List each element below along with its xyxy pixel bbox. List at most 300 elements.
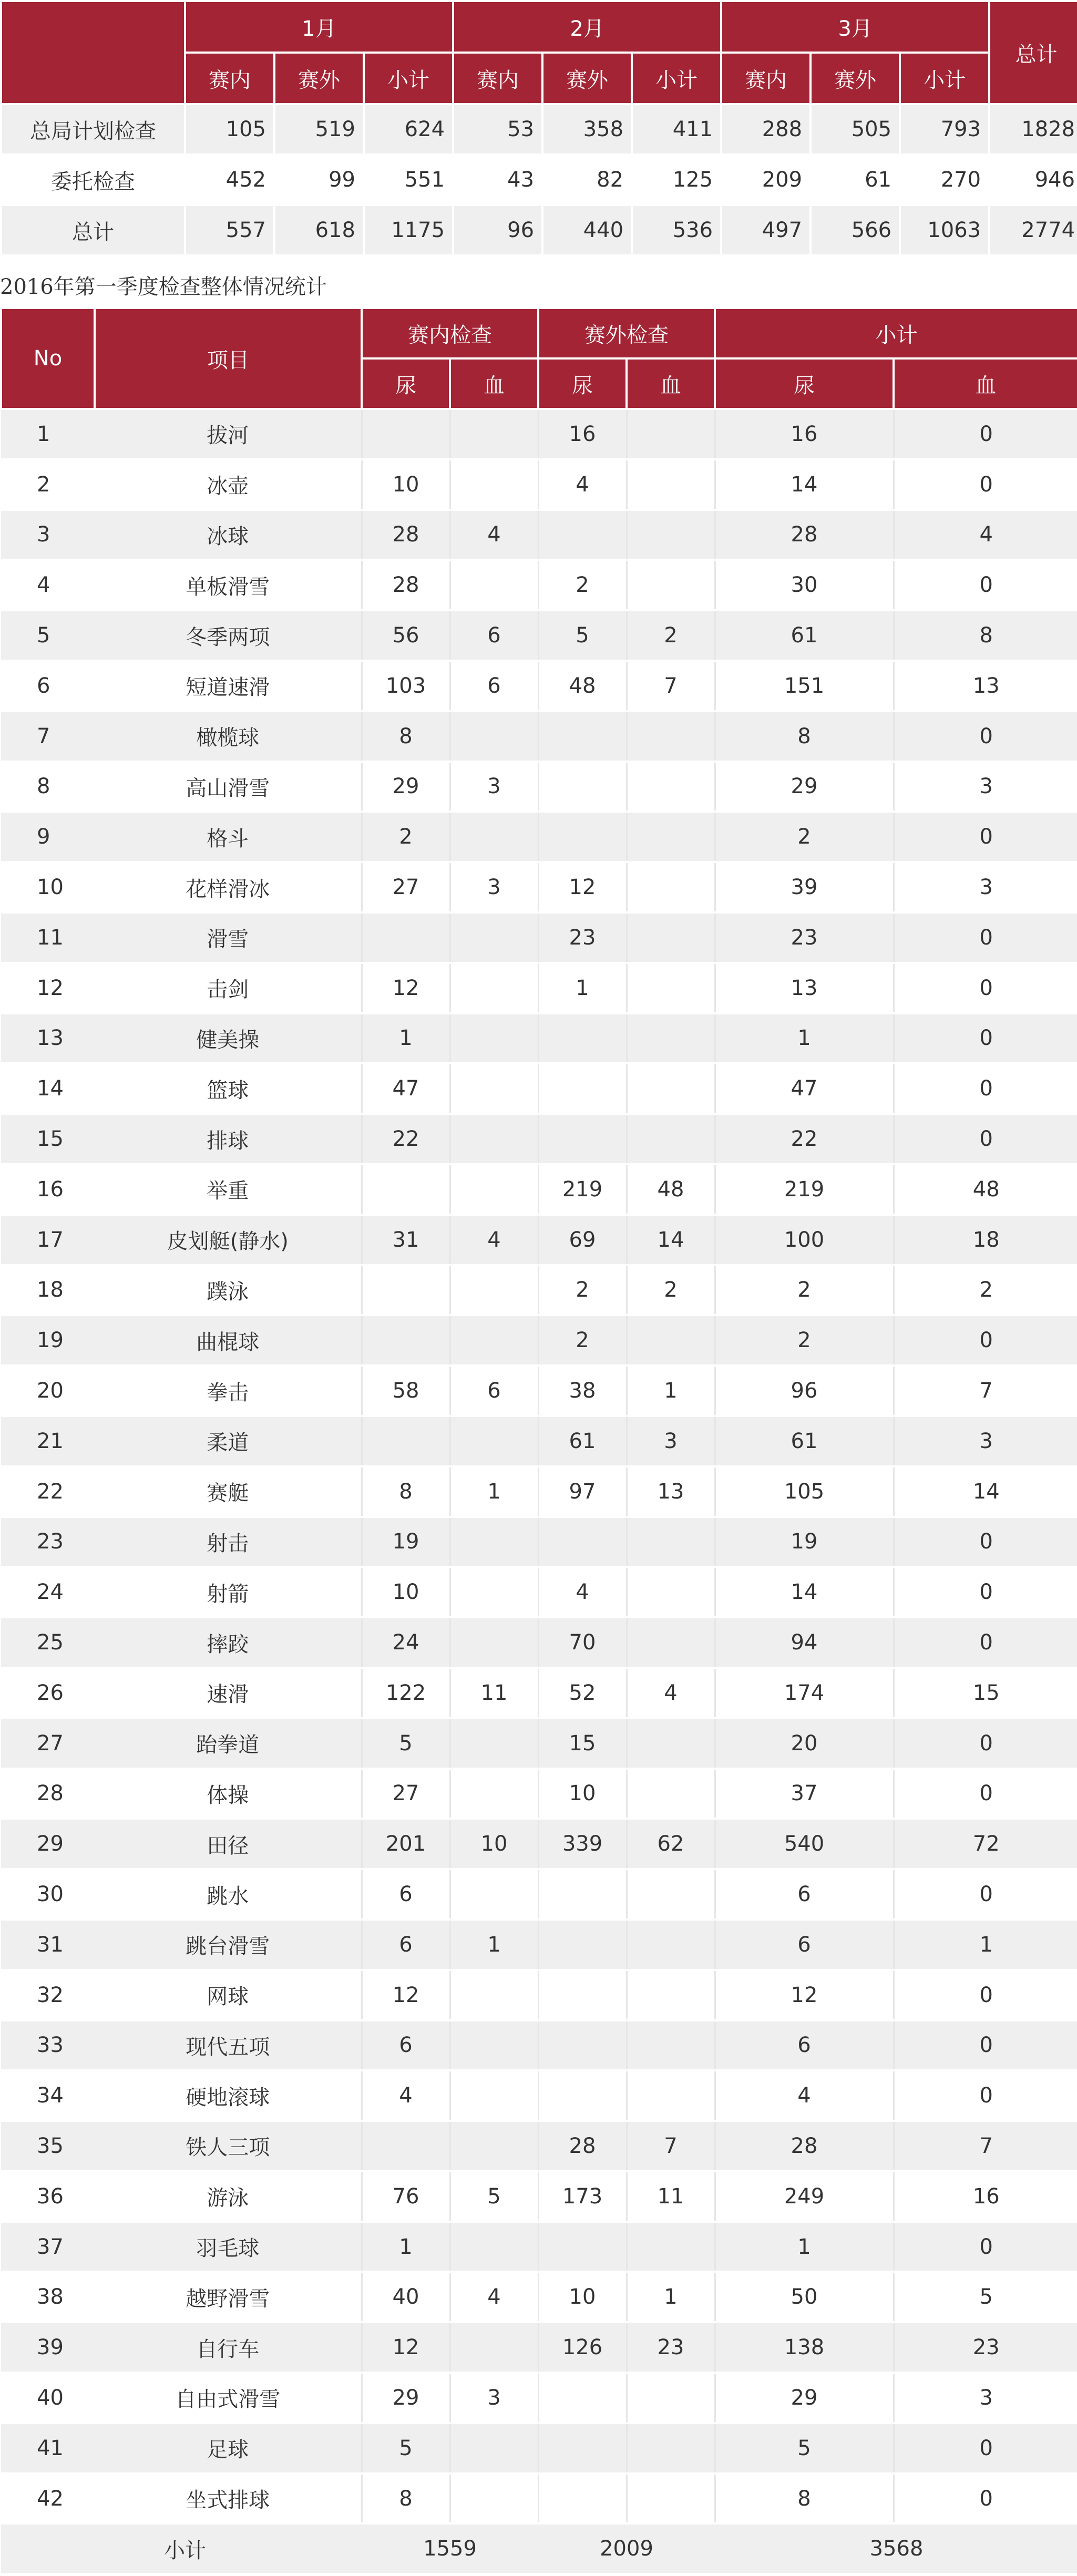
in-blood-cell <box>450 459 538 510</box>
out-urine-cell <box>538 711 627 762</box>
out-blood-cell <box>627 459 715 510</box>
value-cell: 793 <box>900 104 989 155</box>
out-urine-cell: 339 <box>538 1819 627 1869</box>
out-blood-cell: 23 <box>627 2322 715 2373</box>
value-cell: 557 <box>185 205 274 255</box>
item-cell: 短道速滑 <box>95 661 362 711</box>
sub-urine-cell: 4 <box>715 2070 894 2121</box>
sub-urine-cell: 2 <box>715 812 894 862</box>
sub-urine-cell: 16 <box>715 409 894 459</box>
sub-blood-cell: 0 <box>894 1114 1077 1164</box>
out-blood-cell: 2 <box>627 1265 715 1316</box>
in-urine-cell <box>362 409 450 459</box>
sub-blood-cell: 13 <box>894 661 1077 711</box>
value-cell: 497 <box>721 205 811 255</box>
sport-row <box>1 1315 1077 1366</box>
blood-header: 血 <box>450 358 538 409</box>
sub-urine-cell: 61 <box>715 1416 894 1466</box>
value-cell: 440 <box>542 205 632 255</box>
in-urine-cell: 27 <box>362 1769 450 1819</box>
sub-blood-cell: 0 <box>894 560 1077 610</box>
sub-urine-cell: 29 <box>715 2373 894 2423</box>
no-cell: 35 <box>1 2121 95 2171</box>
sport-row <box>1 610 1077 661</box>
row-label: 委托检查 <box>1 155 185 205</box>
in-blood-cell: 4 <box>450 510 538 560</box>
out-blood-cell <box>627 762 715 812</box>
in-blood-cell <box>450 2474 538 2524</box>
in-blood-cell <box>450 2020 538 2071</box>
sport-row <box>1 2070 1077 2121</box>
out-blood-cell <box>627 510 715 560</box>
out-urine-cell <box>538 1013 627 1064</box>
sport-row <box>1 2423 1077 2474</box>
sub-urine-cell: 151 <box>715 661 894 711</box>
sub-blood-cell: 0 <box>894 1517 1077 1567</box>
in-blood-cell <box>450 1769 538 1819</box>
sub-header: 赛内 <box>453 53 542 104</box>
sub-urine-cell: 39 <box>715 862 894 912</box>
sport-row <box>1 1769 1077 1819</box>
sport-row <box>1 1416 1077 1466</box>
out-blood-cell <box>627 963 715 1013</box>
sub-urine-cell: 20 <box>715 1718 894 1769</box>
item-cell: 网球 <box>95 1970 362 2020</box>
no-cell: 27 <box>1 1718 95 1769</box>
item-cell: 花样滑冰 <box>95 862 362 912</box>
in-blood-cell <box>450 2423 538 2474</box>
row-label: 总局计划检查 <box>1 104 185 155</box>
out-blood-cell <box>627 1920 715 1970</box>
out-blood-cell: 48 <box>627 1164 715 1215</box>
in-urine-cell: 8 <box>362 2474 450 2524</box>
value-cell: 43 <box>453 155 542 205</box>
out-urine-cell: 15 <box>538 1718 627 1769</box>
sub-blood-cell: 0 <box>894 1063 1077 1114</box>
in-blood-cell <box>450 2070 538 2121</box>
no-cell: 26 <box>1 1668 95 1718</box>
out-competition-header: 赛外检查 <box>538 308 715 358</box>
sub-blood-cell: 0 <box>894 409 1077 459</box>
out-blood-cell <box>627 2474 715 2524</box>
no-cell: 13 <box>1 1013 95 1064</box>
out-urine-cell: 2 <box>538 1315 627 1366</box>
item-cell: 体操 <box>95 1769 362 1819</box>
out-urine-cell: 52 <box>538 1668 627 1718</box>
in-urine-cell: 5 <box>362 1718 450 1769</box>
sub-total: 3568 <box>715 2523 1077 2574</box>
in-urine-cell: 19 <box>362 1517 450 1567</box>
in-blood-cell <box>450 1718 538 1769</box>
sub-blood-cell: 0 <box>894 1718 1077 1769</box>
out-urine-cell <box>538 2070 627 2121</box>
in-blood-cell: 3 <box>450 2373 538 2423</box>
blood-header: 血 <box>627 358 715 409</box>
in-urine-cell <box>362 1416 450 1466</box>
sub-blood-cell: 0 <box>894 812 1077 862</box>
sport-row <box>1 1920 1077 1970</box>
out-blood-cell: 13 <box>627 1466 715 1517</box>
out-blood-cell: 3 <box>627 1416 715 1466</box>
sport-row <box>1 2020 1077 2071</box>
sport-row <box>1 711 1077 762</box>
urine-header: 尿 <box>538 358 627 409</box>
sub-urine-cell: 219 <box>715 1164 894 1215</box>
in-blood-cell: 4 <box>450 2272 538 2322</box>
sub-blood-cell: 3 <box>894 2373 1077 2423</box>
subtotal-header: 小计 <box>715 308 1077 358</box>
value-cell: 358 <box>542 104 632 155</box>
sub-urine-cell: 28 <box>715 510 894 560</box>
sub-blood-cell: 4 <box>894 510 1077 560</box>
out-blood-cell <box>627 2222 715 2272</box>
no-cell: 6 <box>1 661 95 711</box>
in-urine-cell: 122 <box>362 1668 450 1718</box>
in-blood-cell <box>450 1164 538 1215</box>
sub-blood-cell: 23 <box>894 2322 1077 2373</box>
in-blood-cell: 6 <box>450 610 538 661</box>
item-cell: 跳水 <box>95 1869 362 1920</box>
sub-blood-cell: 0 <box>894 2423 1077 2474</box>
no-cell: 25 <box>1 1617 95 1668</box>
no-cell: 37 <box>1 2222 95 2272</box>
in-urine-cell <box>362 1164 450 1215</box>
sub-urine-cell: 28 <box>715 2121 894 2171</box>
value-cell: 288 <box>721 104 811 155</box>
out-blood-cell: 7 <box>627 661 715 711</box>
out-urine-cell <box>538 2423 627 2474</box>
no-header: No <box>1 308 95 409</box>
no-cell: 10 <box>1 862 95 912</box>
in-urine-cell: 6 <box>362 1869 450 1920</box>
out-blood-cell <box>627 1970 715 2020</box>
summary-row <box>1 155 1077 205</box>
no-cell: 24 <box>1 1567 95 1617</box>
in-blood-cell: 3 <box>450 862 538 912</box>
sub-blood-cell: 7 <box>894 1366 1077 1416</box>
sub-blood-cell: 0 <box>894 1315 1077 1366</box>
value-cell: 411 <box>632 104 721 155</box>
in-blood-cell: 1 <box>450 1920 538 1970</box>
in-urine-cell: 29 <box>362 762 450 812</box>
item-cell: 冬季两项 <box>95 610 362 661</box>
in-blood-cell: 11 <box>450 1668 538 1718</box>
item-cell: 自行车 <box>95 2322 362 2373</box>
no-cell: 3 <box>1 510 95 560</box>
out-blood-cell <box>627 862 715 912</box>
in-urine-cell: 28 <box>362 560 450 610</box>
no-cell: 15 <box>1 1114 95 1164</box>
sub-blood-cell: 0 <box>894 1013 1077 1064</box>
item-cell: 健美操 <box>95 1013 362 1064</box>
item-cell: 现代五项 <box>95 2020 362 2071</box>
sport-row <box>1 2322 1077 2373</box>
in-total: 1559 <box>362 2523 538 2574</box>
item-cell: 田径 <box>95 1819 362 1869</box>
item-cell: 皮划艇(静水) <box>95 1215 362 1265</box>
value-cell: 536 <box>632 205 721 255</box>
no-cell: 40 <box>1 2373 95 2423</box>
value-cell: 209 <box>721 155 811 205</box>
sub-header: 赛内 <box>185 53 274 104</box>
in-blood-cell: 1 <box>450 1466 538 1517</box>
sport-row <box>1 1215 1077 1265</box>
value-cell: 1828 <box>989 104 1077 155</box>
in-blood-cell <box>450 2121 538 2171</box>
item-cell: 柔道 <box>95 1416 362 1466</box>
sub-urine-cell: 8 <box>715 2474 894 2524</box>
out-urine-cell: 2 <box>538 560 627 610</box>
sub-blood-cell: 0 <box>894 1769 1077 1819</box>
out-blood-cell: 4 <box>627 1668 715 1718</box>
in-blood-cell <box>450 1114 538 1164</box>
item-cell: 冰壶 <box>95 459 362 510</box>
sport-breakdown-table <box>0 307 1077 2575</box>
in-urine-cell: 8 <box>362 711 450 762</box>
sub-urine-cell: 14 <box>715 1567 894 1617</box>
in-blood-cell: 4 <box>450 1215 538 1265</box>
value-cell: 1063 <box>900 205 989 255</box>
in-urine-cell: 10 <box>362 459 450 510</box>
sub-blood-cell: 0 <box>894 1567 1077 1617</box>
row-label: 总计 <box>1 205 185 255</box>
in-blood-cell: 5 <box>450 2171 538 2222</box>
in-urine-cell: 29 <box>362 2373 450 2423</box>
sport-row <box>1 1718 1077 1769</box>
sub-urine-cell: 29 <box>715 762 894 812</box>
no-cell: 1 <box>1 409 95 459</box>
no-cell: 5 <box>1 610 95 661</box>
sub-urine-cell: 2 <box>715 1265 894 1316</box>
no-cell: 34 <box>1 2070 95 2121</box>
in-urine-cell <box>362 912 450 963</box>
out-urine-cell <box>538 762 627 812</box>
in-urine-cell: 10 <box>362 1567 450 1617</box>
in-blood-cell <box>450 963 538 1013</box>
item-cell: 速滑 <box>95 1668 362 1718</box>
sub-blood-cell: 0 <box>894 2070 1077 2121</box>
in-blood-cell <box>450 1013 538 1064</box>
in-urine-cell: 31 <box>362 1215 450 1265</box>
out-blood-cell: 62 <box>627 1819 715 1869</box>
no-cell: 18 <box>1 1265 95 1316</box>
sport-row <box>1 912 1077 963</box>
no-cell: 36 <box>1 2171 95 2222</box>
no-cell: 41 <box>1 2423 95 2474</box>
sub-urine-cell: 100 <box>715 1215 894 1265</box>
in-urine-cell: 6 <box>362 1920 450 1970</box>
in-urine-cell: 58 <box>362 1366 450 1416</box>
out-urine-cell: 219 <box>538 1164 627 1215</box>
item-cell: 摔跤 <box>95 1617 362 1668</box>
item-cell: 拳击 <box>95 1366 362 1416</box>
out-blood-cell <box>627 2423 715 2474</box>
in-urine-cell: 40 <box>362 2272 450 2322</box>
out-blood-cell <box>627 2020 715 2071</box>
sport-row <box>1 1668 1077 1718</box>
out-blood-cell <box>627 1769 715 1819</box>
in-urine-cell: 12 <box>362 2322 450 2373</box>
sub-urine-cell: 50 <box>715 2272 894 2322</box>
sub-urine-cell: 94 <box>715 1617 894 1668</box>
sport-row <box>1 1970 1077 2020</box>
sub-urine-cell: 19 <box>715 1517 894 1567</box>
out-urine-cell <box>538 812 627 862</box>
out-urine-cell: 10 <box>538 2272 627 2322</box>
value-cell: 452 <box>185 155 274 205</box>
urine-header: 尿 <box>362 358 450 409</box>
in-blood-cell <box>450 912 538 963</box>
sub-blood-cell: 0 <box>894 963 1077 1013</box>
sport-row <box>1 1517 1077 1567</box>
in-urine-cell: 47 <box>362 1063 450 1114</box>
no-cell: 21 <box>1 1416 95 1466</box>
monthly-summary-table <box>0 0 1077 256</box>
item-cell: 游泳 <box>95 2171 362 2222</box>
item-cell: 赛艇 <box>95 1466 362 1517</box>
in-blood-cell <box>450 1617 538 1668</box>
grand-total-header: 总计 <box>989 1 1077 104</box>
item-cell: 冰球 <box>95 510 362 560</box>
sub-blood-cell: 14 <box>894 1466 1077 1517</box>
out-urine-cell <box>538 2222 627 2272</box>
out-urine-cell: 97 <box>538 1466 627 1517</box>
sub-header: 小计 <box>364 53 453 104</box>
in-blood-cell <box>450 1869 538 1920</box>
out-urine-cell <box>538 2474 627 2524</box>
sport-row <box>1 1013 1077 1064</box>
in-urine-cell: 12 <box>362 963 450 1013</box>
out-blood-cell <box>627 1315 715 1366</box>
value-cell: 82 <box>542 155 632 205</box>
sport-row <box>1 2222 1077 2272</box>
out-blood-cell <box>627 560 715 610</box>
sub-urine-cell: 6 <box>715 1869 894 1920</box>
out-blood-cell: 1 <box>627 1366 715 1416</box>
in-blood-cell <box>450 2322 538 2373</box>
item-cell: 自由式滑雪 <box>95 2373 362 2423</box>
out-urine-cell: 69 <box>538 1215 627 1265</box>
out-urine-cell <box>538 1920 627 1970</box>
out-urine-cell: 5 <box>538 610 627 661</box>
out-urine-cell <box>538 1114 627 1164</box>
value-cell: 61 <box>811 155 900 205</box>
in-urine-cell: 76 <box>362 2171 450 2222</box>
sub-blood-cell: 0 <box>894 711 1077 762</box>
sub-blood-cell: 2 <box>894 1265 1077 1316</box>
value-cell: 99 <box>274 155 364 205</box>
in-blood-cell <box>450 711 538 762</box>
value-cell: 505 <box>811 104 900 155</box>
item-cell: 单板滑雪 <box>95 560 362 610</box>
item-cell: 硬地滚球 <box>95 2070 362 2121</box>
out-blood-cell <box>627 409 715 459</box>
out-urine-cell: 48 <box>538 661 627 711</box>
out-blood-cell: 7 <box>627 2121 715 2171</box>
sub-blood-cell: 1 <box>894 1920 1077 1970</box>
out-urine-cell <box>538 510 627 560</box>
item-cell: 排球 <box>95 1114 362 1164</box>
no-cell: 39 <box>1 2322 95 2373</box>
sub-blood-cell: 0 <box>894 2020 1077 2071</box>
value-cell: 1175 <box>364 205 453 255</box>
sub-header: 小计 <box>900 53 989 104</box>
item-cell: 击剑 <box>95 963 362 1013</box>
in-blood-cell: 6 <box>450 1366 538 1416</box>
no-cell: 33 <box>1 2020 95 2071</box>
value-cell: 946 <box>989 155 1077 205</box>
sport-row <box>1 661 1077 711</box>
in-blood-cell: 10 <box>450 1819 538 1869</box>
sub-header: 赛外 <box>274 53 364 104</box>
out-blood-cell <box>627 1114 715 1164</box>
item-cell: 铁人三项 <box>95 2121 362 2171</box>
sport-row <box>1 1114 1077 1164</box>
out-blood-cell: 14 <box>627 1215 715 1265</box>
out-blood-cell <box>627 1063 715 1114</box>
item-cell: 射箭 <box>95 1567 362 1617</box>
no-cell: 12 <box>1 963 95 1013</box>
out-blood-cell: 1 <box>627 2272 715 2322</box>
out-blood-cell <box>627 912 715 963</box>
sport-row <box>1 2474 1077 2524</box>
in-urine-cell: 1 <box>362 2222 450 2272</box>
out-urine-cell: 38 <box>538 1366 627 1416</box>
sub-urine-cell: 1 <box>715 1013 894 1064</box>
out-urine-cell <box>538 1517 627 1567</box>
sub-header: 赛外 <box>542 53 632 104</box>
value-cell: 519 <box>274 104 364 155</box>
out-urine-cell <box>538 1869 627 1920</box>
out-blood-cell <box>627 2070 715 2121</box>
value-cell: 53 <box>453 104 542 155</box>
out-blood-cell <box>627 2373 715 2423</box>
sub-urine-cell: 22 <box>715 1114 894 1164</box>
sub-blood-cell: 5 <box>894 2272 1077 2322</box>
in-urine-cell <box>362 1315 450 1366</box>
in-blood-cell <box>450 1416 538 1466</box>
value-cell: 624 <box>364 104 453 155</box>
no-cell: 28 <box>1 1769 95 1819</box>
blood-header: 血 <box>894 358 1077 409</box>
value-cell: 96 <box>453 205 542 255</box>
item-cell: 羽毛球 <box>95 2222 362 2272</box>
value-cell: 105 <box>185 104 274 155</box>
item-header: 项目 <box>95 308 362 409</box>
sub-urine-cell: 6 <box>715 2020 894 2071</box>
in-urine-cell: 4 <box>362 2070 450 2121</box>
in-blood-cell <box>450 409 538 459</box>
out-blood-cell: 2 <box>627 610 715 661</box>
out-blood-cell <box>627 1718 715 1769</box>
month-header: 1月 <box>185 1 453 53</box>
item-cell: 蹼泳 <box>95 1265 362 1316</box>
sub-urine-cell: 105 <box>715 1466 894 1517</box>
sport-row <box>1 2272 1077 2322</box>
out-urine-cell: 1 <box>538 963 627 1013</box>
no-cell: 4 <box>1 560 95 610</box>
in-urine-cell: 103 <box>362 661 450 711</box>
in-blood-cell <box>450 560 538 610</box>
in-urine-cell <box>362 2121 450 2171</box>
out-urine-cell <box>538 2020 627 2071</box>
in-urine-cell: 22 <box>362 1114 450 1164</box>
corner-header-cell <box>1 1 185 104</box>
sub-blood-cell: 16 <box>894 2171 1077 2222</box>
no-cell: 16 <box>1 1164 95 1215</box>
out-urine-cell: 12 <box>538 862 627 912</box>
sub-blood-cell: 0 <box>894 2222 1077 2272</box>
